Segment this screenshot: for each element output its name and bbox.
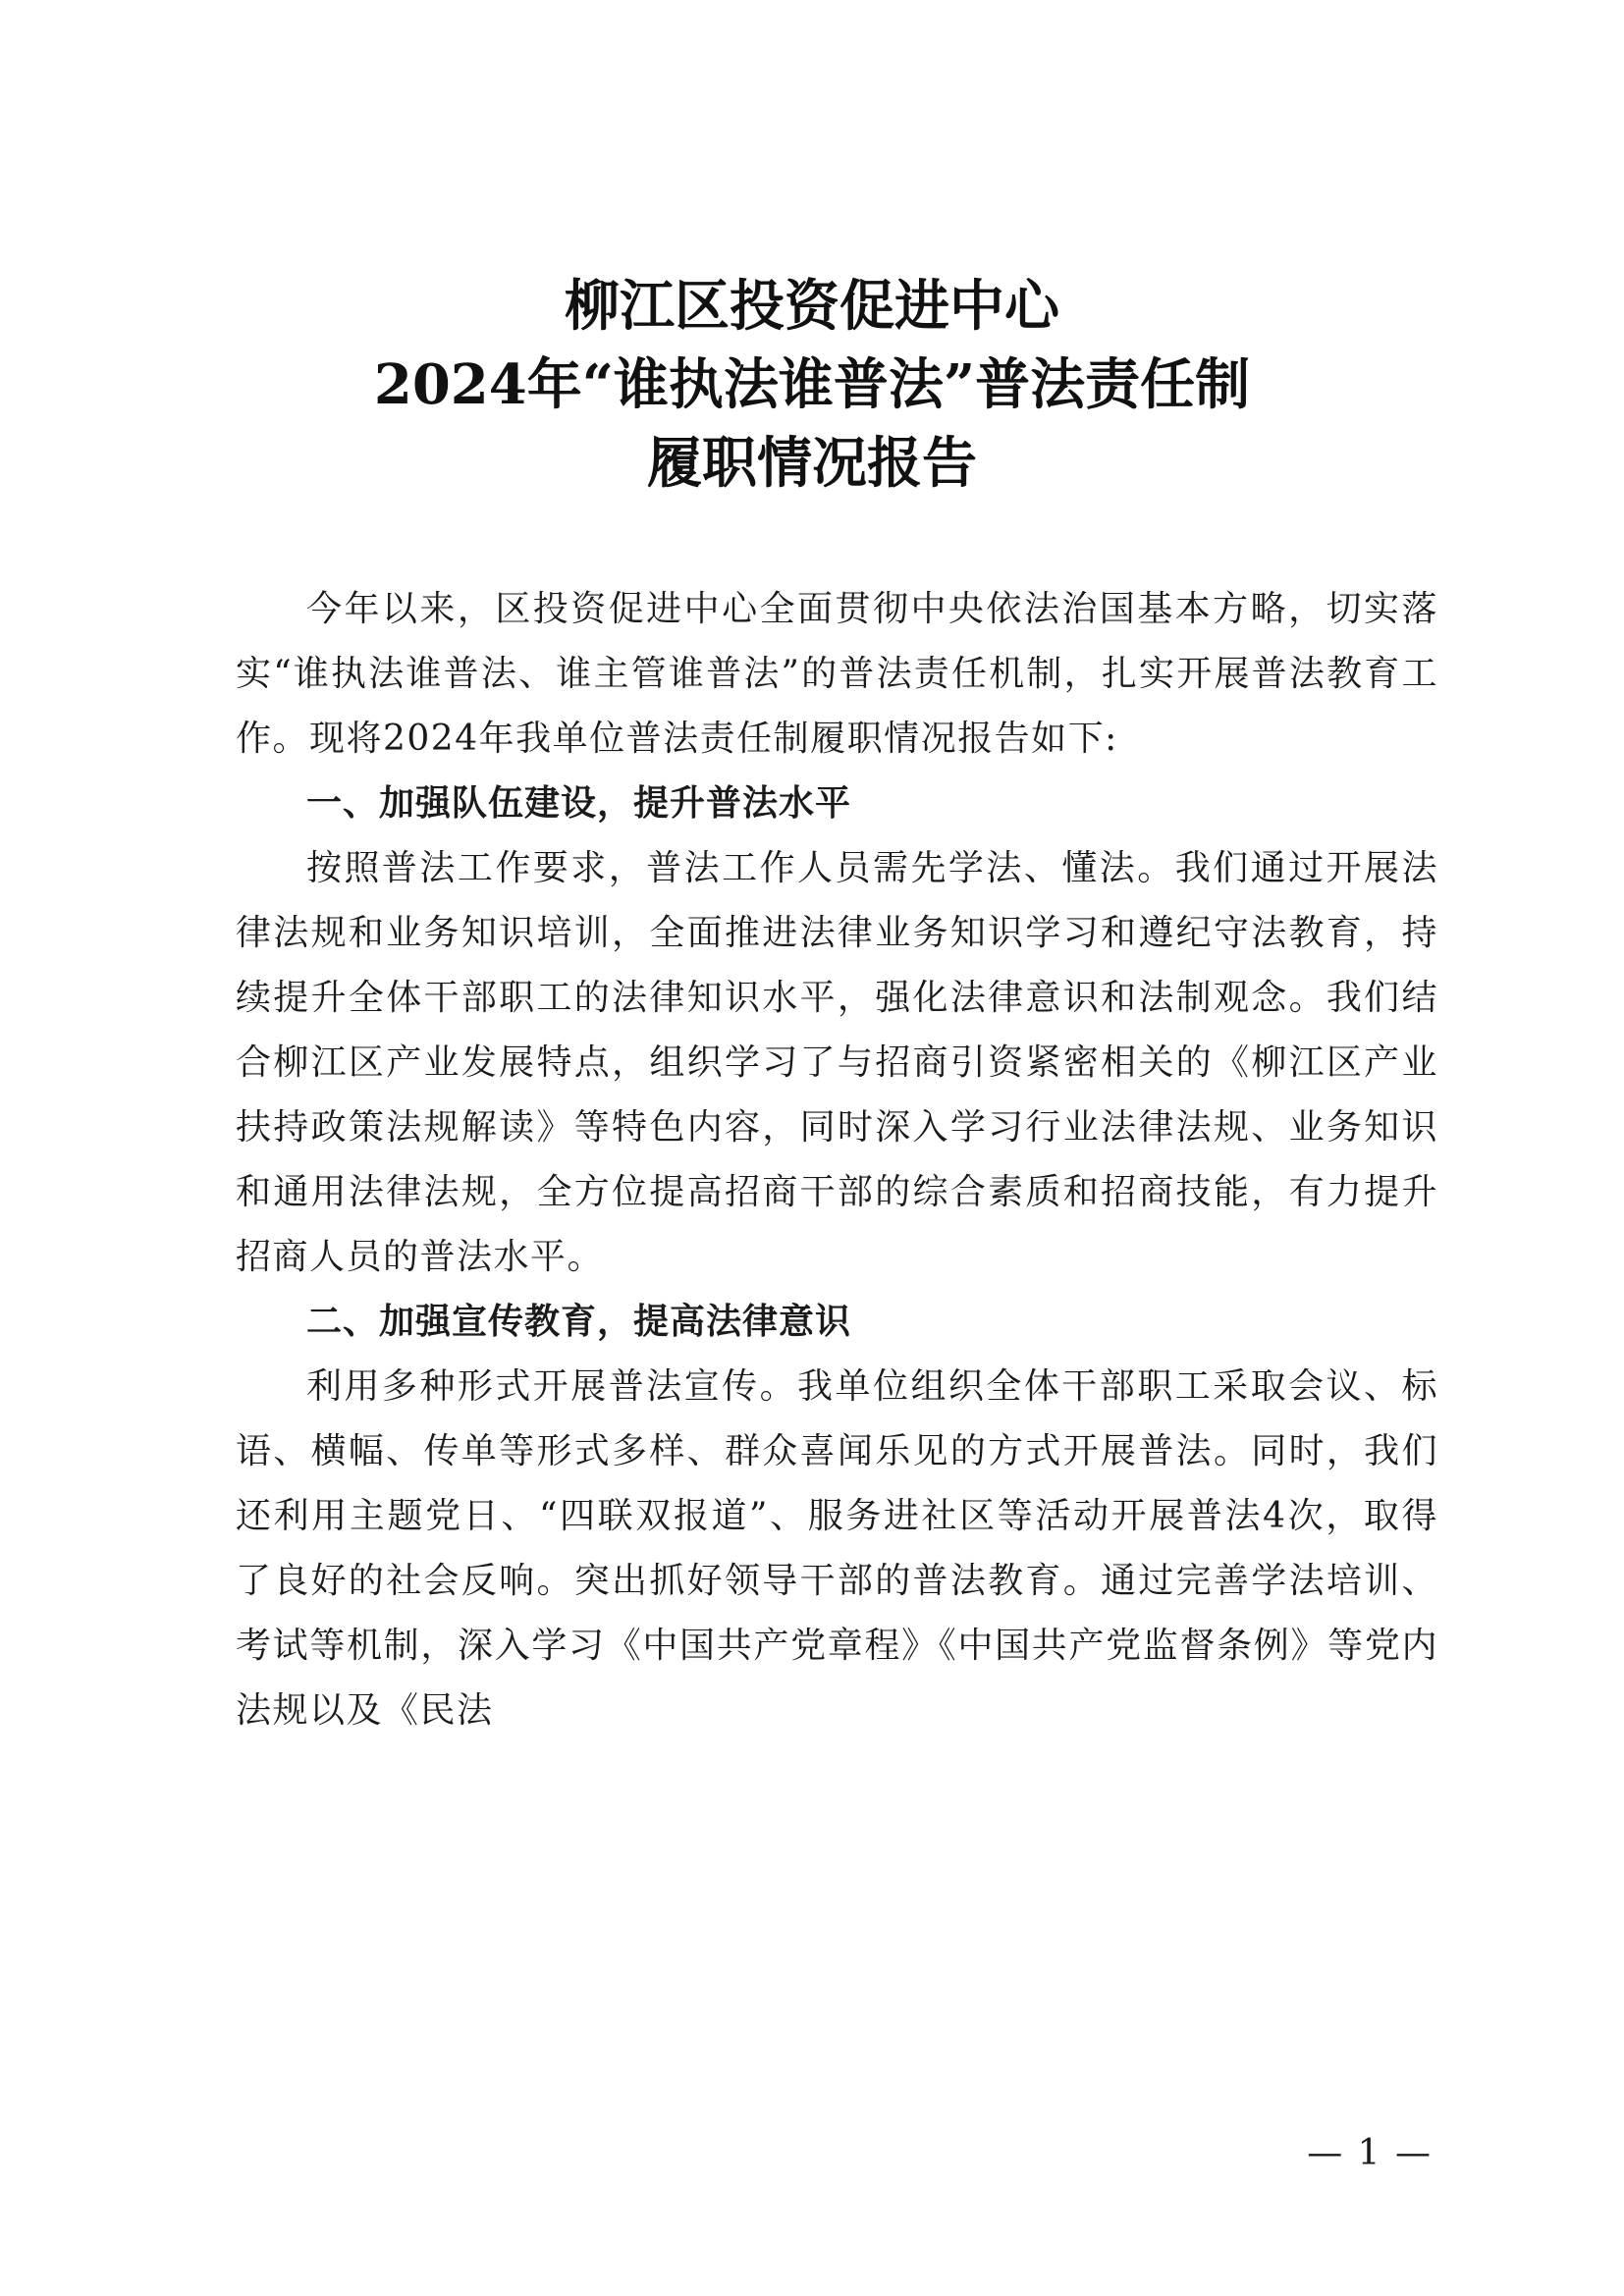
page-number: — 1 — bbox=[1307, 2133, 1433, 2173]
title-line-organization: 柳江区投资促进中心 bbox=[565, 274, 1059, 339]
title-line-subject: 2024年“谁执法谁普法”普法责任制 bbox=[373, 352, 1251, 417]
document-title bbox=[0, 267, 1624, 503]
intro-paragraph: 今年以来，区投资促进中心全面贯彻中央依法治国基本方略，切实落实“谁执法谁普法、谁主管谁普法”的普法责任机制，扎实开展普法教育工作。现将2024年我单位普法责任制履职情况报告如下: bbox=[236, 589, 1438, 759]
document-body bbox=[236, 577, 1438, 1743]
title-line-report: 履职情况报告 bbox=[647, 431, 977, 496]
section-heading-2: 二、加强宣传教育，提高法律意识 bbox=[306, 1302, 852, 1342]
section-heading-1: 一、加强队伍建设，提升普法水平 bbox=[306, 783, 852, 824]
section-paragraph-1: 按照普法工作要求，普法工作人员需先学法、懂法。我们通过开展法律法规和业务知识培训，全面推进法律业务知识学习和遵纪守法教育，持续提升全体干部职工的法律知识水平，强化法律意识和法制观念。我们结合柳江区产业发展特点，组织学习了与招商引资紧密相关的《柳江区产业扶持政策法规解读》等特色内容，同时深入学习行业法律法规、业务知识和通用法律法规，全方位提高招商干部的综合素质和招商技能，有力提升招商人员的普法水平。 bbox=[236, 848, 1438, 1277]
section-paragraph-2: 利用多种形式开展普法宣传。我单位组织全体干部职工采取会议、标语、横幅、传单等形式多样、群众喜闻乐见的方式开展普法。同时，我们还利用主题党日、“四联双报道”、服务进社区等活动开展普法4次，取得了良好的社会反响。突出抓好领导干部的普法教育。通过完善学法培训、考试等机制，深入学习《中国共产党章程》《中国共产党监督条例》等党内法规以及《民法 bbox=[236, 1366, 1438, 1731]
